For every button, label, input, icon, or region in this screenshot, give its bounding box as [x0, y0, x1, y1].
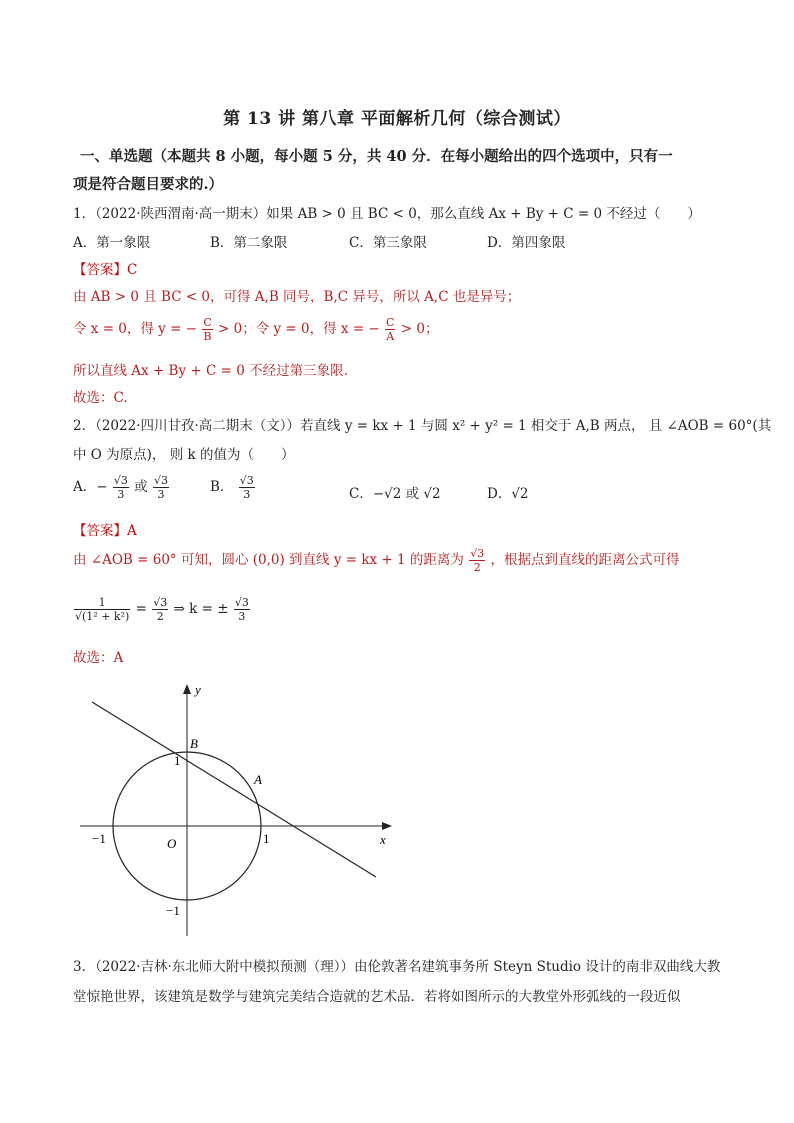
q2-fraction-sqrt3-over-2: $\frac{√3}{2}$: [470, 547, 485, 574]
tick-label-y-minus1: −1: [166, 903, 180, 918]
q1-solution-line2: [73, 316, 438, 343]
q2-solution-line1: 由 ∠AOB = 60° 可知，圆心 (0,0) 到直线 y = kx + 1 的距离为 $\frac{√3}{2}$ ，根据点到直线的距离公式可得: [73, 547, 680, 574]
q2-option-b: B． $\frac{√3}{3}$: [210, 474, 254, 501]
page-title: 第 13 讲 第八章 平面解析几何（综合测试）: [223, 109, 571, 129]
line-y-kx-plus-1: [92, 702, 376, 877]
y-axis-label: y: [195, 682, 201, 697]
q1-choose: 故选：C.: [73, 390, 128, 406]
q2-stem-line2: 中 O 为原点)， 则 k 的值为（ ）: [73, 447, 295, 463]
x-axis-label: x: [380, 832, 386, 847]
section-heading-line1: 一、单选题（本题共 8 小题，每小题 5 分，共 40 分．在每小题给出的四个选项中，只有一: [80, 148, 673, 165]
point-b-label: B: [190, 736, 198, 751]
q1-solution-line3: 所以直线 Ax + By + C = 0 不经过第三象限.: [73, 363, 348, 379]
q3-stem-line1: 3．（2022·吉林·东北师大附中模拟预测（理））由伦敦著名建筑事务所 Steyn Studio 设计的南非双曲线大教: [73, 959, 721, 975]
tick-label-x-minus1: −1: [92, 831, 106, 846]
q1-sol2-part-a: 令 x = 0，得 y = −: [73, 321, 198, 337]
q1-fraction-c-over-a: $\frac{C}{A}$: [386, 316, 395, 343]
q1-stem: 1．（2022·陕西渭南·高一期末）如果 AB > 0 且 BC < 0，那么直线 Ax + By + C = 0 不经过（ ）: [73, 206, 701, 222]
q1-answer: 【答案】C: [73, 262, 138, 278]
section-heading-line2: 项是符合题目要求的.）: [73, 176, 224, 193]
q3-stem-line2: 堂惊艳世界，该建筑是数学与建筑完美结合造就的艺术品．若将如图所示的大教堂外形弧线的一段近似: [73, 989, 681, 1005]
tick-label-x-1: 1: [263, 831, 270, 846]
x-axis-arrow-icon: [382, 822, 392, 830]
tick-label-y-1: 1: [174, 753, 181, 768]
q2-stem-line1: 2．（2022·四川甘孜·高二期末（文））若直线 y = kx + 1 与圆 x² + y² = 1 相交于 A,B 两点， 且 ∠AOB = 60°(其: [73, 418, 772, 434]
q1-sol2-part-c: > 0；: [400, 321, 439, 337]
q1-option-d: D．第四象限: [487, 235, 566, 251]
q2-answer: 【答案】A: [73, 523, 137, 539]
q1-sol2-part-b: > 0；令 y = 0，得 x = −: [218, 321, 380, 337]
y-axis-arrow-icon: [183, 684, 191, 694]
q2-choose: 故选：A: [73, 650, 124, 666]
q1-fraction-c-over-b: $\frac{C}{B}$: [203, 316, 212, 343]
q1-option-a: A．第一象限: [73, 235, 151, 251]
q2-option-a: A．− $\frac{√3}{3}$ 或 $\frac{√3}{3}$: [73, 474, 168, 501]
point-a-label: A: [254, 772, 262, 787]
q2-option-d: D．√2: [487, 486, 529, 502]
q1-option-c: C．第三象限: [349, 235, 427, 251]
q2-fraction-distance: $\frac{1}{\text{√(1² + k²)}}$: [75, 596, 130, 623]
q2-solution-line2: $\frac{1}{\text{√(1² + k²)}}$ = $\frac{√3}{2}$ ⇒ k = ± $\frac{√3}{3}$: [75, 596, 249, 623]
q1-solution-line1: 由 AB > 0 且 BC < 0，可得 A,B 同号，B,C 异号，所以 A,C 也是异号；: [73, 289, 521, 305]
origin-label: O: [167, 836, 177, 851]
circle-line-figure: [70, 676, 410, 946]
q2-option-c: C．−√2 或 √2: [349, 486, 441, 502]
q1-option-b: B．第二象限: [210, 235, 288, 251]
